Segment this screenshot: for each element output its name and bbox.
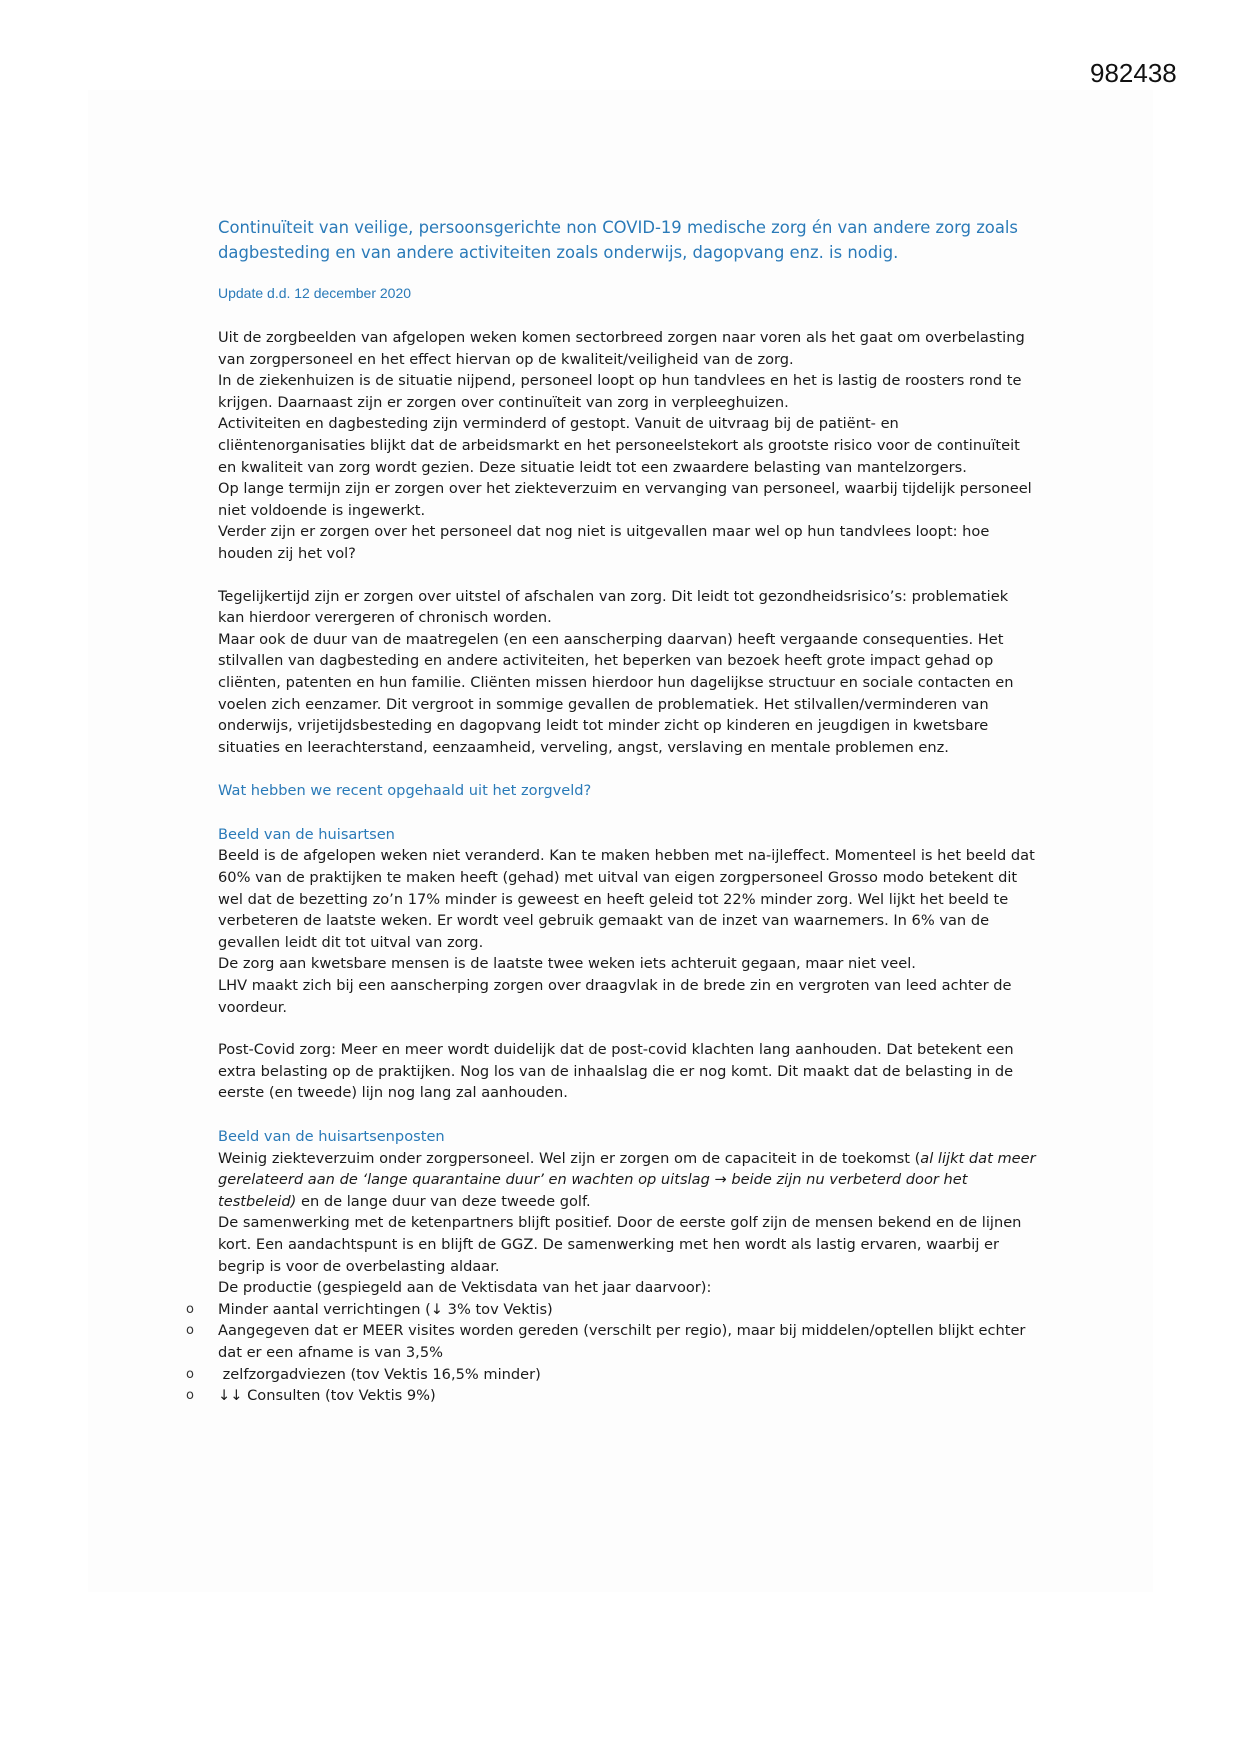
list-item <box>186 1385 1038 1407</box>
huisartsen-section <box>218 824 1038 1104</box>
huisartsenposten-paragraph-3: De productie (gespiegeld aan de Vektisdata van het jaar daarvoor): <box>218 1279 712 1297</box>
second-paragraph: Maar ook de duur van de maatregelen (en een aanscherping daarvan) heeft vergaande consequenties. Het stilvallen van dagbesteding en andere activiteiten, het beperken van bezoek heeft grote impact gehad op cliënten, patenten en hun familie. Cliënten missen hierdoor hun dagelijkse structuur en sociale contacten en voelen zich eenzamer. Dit vergroot in sommige gevallen de problematiek. Het stilvallen/verminderen van onderwijs, vrijetijdsbesteding en dagopvang leidt tot minder zicht op kinderen en jeugdigen in kwetsbare situaties en leerachterstand, eenzaamheid, verveling, angst, verslaving en mentale problemen enz. <box>218 630 1014 756</box>
document-number: 982438 <box>1090 58 1177 88</box>
huisartsenposten-heading: Beeld van de huisartsenposten <box>218 1128 445 1145</box>
list-item-text: Minder aantal verrichtingen (↓ 3% tov Vektis) <box>218 1300 553 1318</box>
huisartsenposten-paragraph-1 <box>218 1148 1038 1213</box>
list-item <box>186 1364 1038 1386</box>
huisartsenposten-section <box>186 1126 1038 1407</box>
circle-bullet-icon: o <box>186 1388 194 1404</box>
second-block <box>218 586 1038 759</box>
list-item-text: zelfzorgadviezen (tov Vektis 16,5% minder) <box>218 1365 541 1383</box>
document-body <box>186 216 1038 1407</box>
intro-paragraph: Activiteiten en dagbesteding zijn verminderd of gestopt. Vanuit de uitvraag bij de patiënt- en cliëntenorganisaties blijkt dat de arbeidsmarkt en het personeelstekort als grootste risico voor de continuïteit en kwaliteit van zorg wordt gezien. Deze situatie leidt tot een zwaardere belasting van mantelzorgers. <box>218 415 1020 476</box>
list-item-text: ↓↓ Consulten (tov Vektis 9%) <box>218 1387 436 1405</box>
second-paragraph: Tegelijkertijd zijn er zorgen over uitstel of afschalen van zorg. Dit leidt tot gezondheidsrisico’s: problematiek kan hierdoor verergeren of chronisch worden. <box>218 587 1009 627</box>
post-covid-paragraph: Post-Covid zorg: Meer en meer wordt duidelijk dat de post-covid klachten lang aanhouden. Dat betekent een extra belasting op de praktijken. Nog los van de inhaalslag die er nog komt. Dit maakt dat de belasting in de eerste (en tweede) lijn nog lang zal aanhouden. <box>218 1041 1014 1102</box>
circle-bullet-icon: o <box>186 1366 194 1382</box>
production-bullet-list <box>186 1299 1038 1407</box>
list-item-text: Aangegeven dat er MEER visites worden gereden (verschilt per regio), maar bij middelen/optellen blijkt echter dat er een afname is van 3,5% <box>218 1322 1026 1361</box>
huisartsen-paragraph: LHV maakt zich bij een aanscherping zorgen over draagvlak in de brede zin en vergroten van leed achter de voordeur. <box>218 977 1012 1016</box>
text-run: en de lange duur van deze tweede golf. <box>296 1192 591 1210</box>
huisartsen-heading: Beeld van de huisartsen <box>218 825 395 843</box>
huisartsen-paragraph: De zorg aan kwetsbare mensen is de laatste twee weken iets achteruit gegaan, maar niet veel. <box>218 955 916 973</box>
intro-paragraph: Uit de zorgbeelden van afgelopen weken komen sectorbreed zorgen naar voren als het gaat om overbelasting van zorgpersoneel en het effect hiervan op de kwaliteit/veiligheid van de zorg. <box>218 329 1025 368</box>
section-heading: Wat hebben we recent opgehaald uit het zorgveld? <box>218 782 592 800</box>
circle-bullet-icon: o <box>186 1323 194 1339</box>
intro-block <box>218 327 1038 565</box>
text-run: Weinig ziekteverzuim onder zorgpersoneel. Wel zijn er zorgen om de capaciteit in de toekomst ( <box>218 1149 921 1167</box>
document-title: Continuïteit van veilige, persoonsgerichte non COVID-19 medische zorg én van andere zorg zoals dagbesteding en van andere activiteiten zoals onderwijs, dagopvang enz. is nodig. <box>218 218 1018 262</box>
list-item <box>186 1320 1038 1363</box>
intro-paragraph: Op lange termijn zijn er zorgen over het ziekteverzuim en vervanging van personeel, waarbij tijdelijk personeel niet voldoende is ingewerkt. <box>218 480 1032 519</box>
list-item <box>186 1299 1038 1321</box>
intro-paragraph: In de ziekenhuizen is de situatie nijpend, personeel loopt op hun tandvlees en het is lastig de roosters rond te krijgen. Daarnaast zijn er zorgen over continuïteit van zorg in verpleeghuizen. <box>218 372 1022 411</box>
intro-paragraph: Verder zijn er zorgen over het personeel dat nog niet is uitgevallen maar wel op hun tandvlees loopt: hoe houden zij het vol? <box>218 523 990 562</box>
update-date: Update d.d. 12 december 2020 <box>218 285 412 301</box>
huisartsenposten-paragraph-2: De samenwerking met de ketenpartners blijft positief. Door de eerste golf zijn de mensen bekend en de lijnen kort. Een aandachtspunt is en blijft de GGZ. De samenwerking met hen wordt als lastig ervaren, waarbij er begrip is voor de overbelasting aldaar. <box>218 1214 1022 1275</box>
huisartsen-paragraph: Beeld is de afgelopen weken niet veranderd. Kan te maken hebben met na-ijleffect. Momenteel is het beeld dat 60% van de praktijken te maken heeft (gehad) met uitval van eigen zorgpersoneel Grosso modo betekent dit wel dat de bezetting zo’n 17% minder is geweest en heeft geleid tot 22% minder zorg. Wel lijkt het beeld te verbeteren de laatste weken. Er wordt veel gebruik gemaakt van de inzet van waarnemers. In 6% van de gevallen leidt dit tot uitval van zorg. <box>218 847 1035 951</box>
italic-text-run: al lijkt dat meer gerelateerd aan de ‘lange quarantaine duur’ en wachten op uitslag → beide zijn nu verbeterd door het testbeleid) <box>218 1149 1036 1210</box>
circle-bullet-icon: o <box>186 1301 194 1317</box>
